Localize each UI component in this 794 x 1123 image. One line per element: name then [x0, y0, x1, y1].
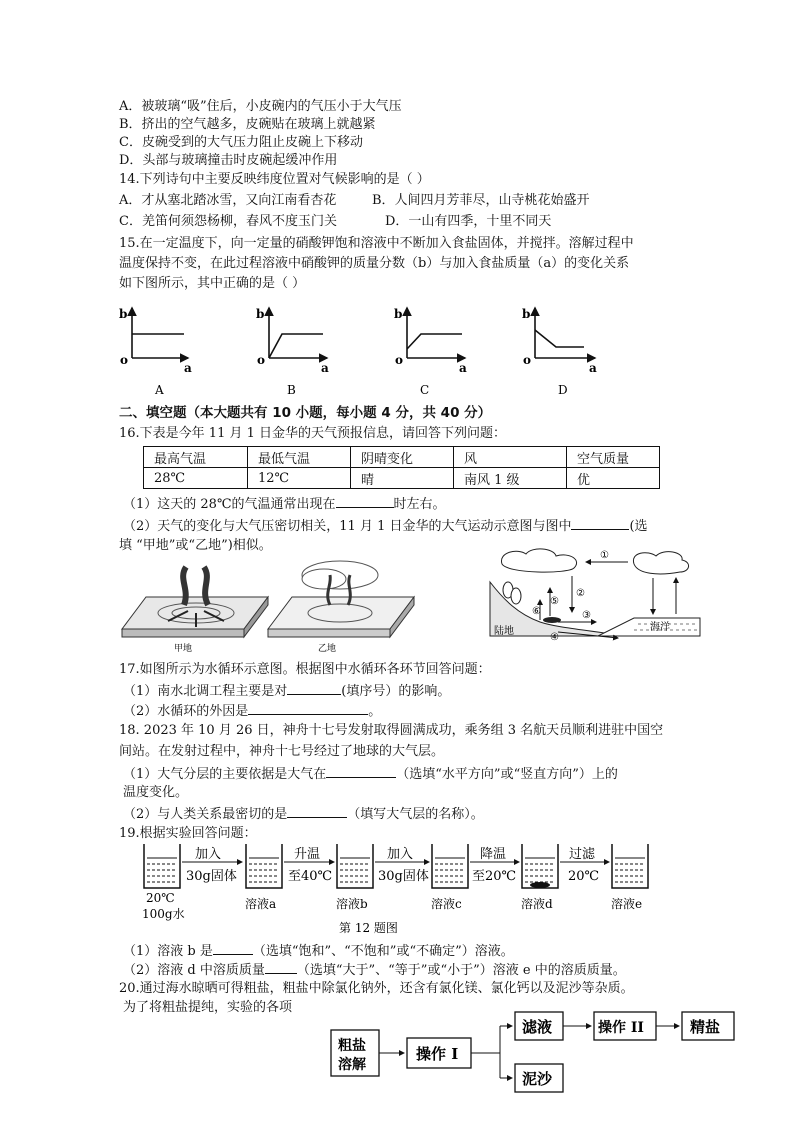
weather-value-air: 优	[567, 468, 660, 489]
q19-sub2: （2）溶液 d 中溶质质量 （选填“大于”、“等于”或“小于”）溶液 e 中的溶质质量。	[123, 960, 626, 980]
q16-sub1: （1）这天的 28℃的气温通常出现在 时左右。	[123, 494, 446, 514]
wc-num-1: ①	[600, 550, 609, 561]
q15-b-origin: o	[257, 353, 266, 367]
weather-value-wind: 南风 1 级	[454, 468, 567, 489]
q15-a-axis-y: b	[119, 307, 128, 321]
box-crude-1: 粗盐	[338, 1038, 366, 1054]
q14-option-d: D．一山有四季，十里不同天	[385, 214, 552, 229]
q18-sub1-line2: 温度变化。	[123, 785, 189, 800]
q17-stem: 17.如图所示为水循环示意图。根据图中水循环各环节回答问题：	[119, 662, 491, 677]
q18-sub2-blank[interactable]	[287, 804, 347, 818]
wc-num-6: ⑥	[532, 606, 541, 617]
q18-line-2: 间站。在发射过程中，神舟十七号经过了地球的大气层。	[119, 744, 445, 759]
q16-sub2-blank[interactable]	[571, 516, 629, 530]
weather-header-wind: 风	[454, 447, 567, 468]
beaker-e	[612, 844, 648, 888]
jia-label: 甲地	[174, 644, 193, 654]
q18-line-1: 18. 2023 年 10 月 26 日，神舟十七号发射取得圆满成功，乘务组 3 名航天员顺利进驻中国空	[119, 723, 664, 738]
experiment-figure	[138, 840, 658, 940]
q15-label-b: B	[287, 383, 296, 397]
step-1-top: 加入	[195, 847, 222, 862]
box-op2: 操作 II	[598, 1020, 644, 1036]
q15-graph-a	[119, 307, 192, 375]
water-cycle-figure	[488, 548, 702, 648]
weather-header-low: 最低气温	[248, 447, 351, 468]
beaker-d	[522, 844, 558, 888]
weather-value-low: 12℃	[248, 468, 351, 489]
step-5-bottom: 20℃	[568, 869, 600, 884]
weather-value-sky: 晴	[351, 468, 454, 489]
start-water: 100g水	[142, 907, 185, 921]
q14-option-c: C．羌笛何须怨杨柳，春风不度玉门关	[119, 214, 337, 229]
q15-c-axis-y: b	[394, 307, 403, 321]
solution-c-label: 溶液c	[431, 897, 462, 911]
q14-stem: 14.下列诗句中主要反映纬度位置对气候影响的是（ ）	[119, 172, 430, 187]
weather-header-high: 最高气温	[144, 447, 248, 468]
box-crude-2: 溶解	[338, 1057, 366, 1073]
wc-num-3: ③	[582, 610, 591, 621]
step-4-bottom: 至20℃	[472, 869, 517, 884]
q16-sub2-line2: 填 “甲地”或“乙地”)相似。	[119, 538, 272, 553]
q15-c-origin: o	[395, 353, 404, 367]
q15-a-origin: o	[120, 353, 129, 367]
q18-sub1: （1）大气分层的主要依据是大气在 （选填“水平方向”或“竖直方向”）上的	[123, 764, 618, 784]
wc-ocean-label: 海洋	[650, 622, 670, 633]
wc-land-label: 陆地	[494, 626, 514, 637]
q15-a-axis-x: a	[184, 361, 192, 375]
weather-table-value-row	[144, 468, 660, 489]
q20-line-1: 20.通过海水晾晒可得粗盐，粗盐中除氯化钠外，还含有氯化镁、氯化钙以及泥沙等杂质。	[119, 981, 634, 996]
q17-sub2: （2）水循环的外因是 。	[123, 701, 381, 721]
q18-sub1-blank[interactable]	[326, 764, 396, 778]
q20-line-2: 为了将粗盐提纯，实验的各项	[123, 1000, 293, 1015]
weather-table	[143, 446, 660, 489]
solution-a-label: 溶液a	[245, 897, 277, 911]
q15-d-axis-y: b	[522, 307, 531, 321]
q15-b-axis-x: a	[321, 361, 329, 375]
q15-d-axis-x: a	[589, 361, 597, 375]
q15-graph-b	[256, 307, 329, 375]
q15-label-a: A	[155, 383, 164, 397]
ocean	[598, 618, 700, 636]
wc-num-5: ⑤	[550, 596, 559, 607]
q15-label-d: D	[558, 383, 568, 397]
solution-d-label: 溶液d	[521, 897, 553, 911]
q13-option-a: A．被玻璃“吸”住后，小皮碗内的气压小于大气压	[119, 99, 402, 114]
q19-stem: 19.根据实验回答问题：	[119, 826, 257, 841]
q19-sub1-blank[interactable]	[213, 941, 253, 955]
beaker-c	[432, 844, 468, 888]
wc-num-4: ④	[550, 632, 559, 643]
q15-c-axis-x: a	[459, 361, 467, 375]
cloud-right	[633, 552, 688, 574]
step-4-top: 降温	[480, 847, 507, 862]
q13-option-b: B．挤出的空气越多，皮碗贴在玻璃上就越紧	[119, 117, 376, 132]
q16-sub1-blank[interactable]	[336, 494, 394, 508]
start-temp: 20℃	[146, 891, 175, 905]
q15-graph-d	[522, 307, 597, 375]
weather-header-air: 空气质量	[567, 447, 660, 468]
beaker-a	[246, 844, 282, 888]
pressure-figure	[118, 557, 418, 657]
wc-num-2: ②	[576, 588, 585, 599]
cloud-left	[501, 549, 576, 572]
q15-line-2: 温度保持不变，在此过程溶液中硝酸钾的质量分数（b）与加入食盐质量（a）的变化关系	[119, 256, 630, 271]
step-2-bottom: 至40℃	[288, 869, 333, 884]
q13-option-c: C．皮碗受到的大气压力阻止皮碗上下移动	[119, 135, 363, 150]
solution-b-label: 溶液b	[336, 897, 368, 911]
q15-d-origin: o	[523, 353, 532, 367]
solution-e-label: 溶液e	[611, 897, 643, 911]
q13-option-d: D．头部与玻璃撞击时皮碗起缓冲作用	[119, 153, 338, 168]
q14-option-b: B．人间四月芳菲尽，山寺桃花始盛开	[372, 193, 590, 208]
q15-b-axis-y: b	[256, 307, 265, 321]
box-op1: 操作 I	[416, 1045, 459, 1063]
q17-sub2-blank[interactable]	[248, 701, 368, 715]
q17-sub1-blank[interactable]	[287, 681, 341, 695]
q15-line-3: 如下图所示，其中正确的是（ ）	[119, 276, 306, 291]
q15-graph-c	[394, 307, 467, 375]
q19-sub1: （1）溶液 b 是 （选填“饱和”、“不饱和”或“不确定”）溶液。	[123, 941, 514, 961]
box-sediment: 泥沙	[522, 1070, 553, 1088]
step-1-bottom: 30g固体	[186, 869, 237, 884]
box-filtrate: 滤液	[522, 1018, 553, 1036]
step-5-top: 过滤	[569, 847, 596, 862]
q14-option-a: A．才从塞北踏冰雪，又向江南看杏花	[119, 193, 337, 208]
q16-stem: 16.下表是今年 11 月 1 日金华的天气预报信息，请回答下列问题：	[119, 426, 507, 441]
q18-sub2: （2）与人类关系最密切的是 （填写大气层的名称）。	[123, 804, 484, 824]
weather-value-high: 28℃	[144, 468, 248, 489]
beaker-start	[144, 844, 180, 888]
section-2-heading: 二、填空题（本大题共有 10 小题，每小题 4 分，共 40 分）	[119, 405, 492, 421]
purification-flowchart	[330, 1008, 770, 1096]
figure-caption: 第 12 题图	[339, 921, 398, 935]
q15-label-c: C	[420, 383, 430, 397]
q17-sub1: （1）南水北调工程主要是对 (填序号）的影响。	[123, 681, 450, 701]
weather-header-sky: 阴晴变化	[351, 447, 454, 468]
box-refined: 精盐	[690, 1018, 721, 1036]
step-3-bottom: 30g固体	[378, 869, 429, 884]
q15-line-1: 15.在一定温度下，向一定量的硝酸钾饱和溶液中不断加入食盐固体，并搅拌。溶解过程中	[119, 236, 634, 251]
q19-sub2-blank[interactable]	[265, 960, 297, 974]
beaker-b	[337, 844, 373, 888]
weather-table-header-row	[144, 447, 660, 468]
q15-graphs	[110, 300, 610, 400]
jia-figure	[122, 567, 268, 654]
yi-label: 乙地	[318, 644, 337, 654]
yi-figure	[268, 561, 414, 654]
q16-sub2-line1: （2）天气的变化与大气压密切相关，11 月 1 日金华的大气运动示意图与图中 (选	[123, 516, 648, 536]
step-2-top: 升温	[294, 847, 321, 862]
step-3-top: 加入	[387, 847, 414, 862]
